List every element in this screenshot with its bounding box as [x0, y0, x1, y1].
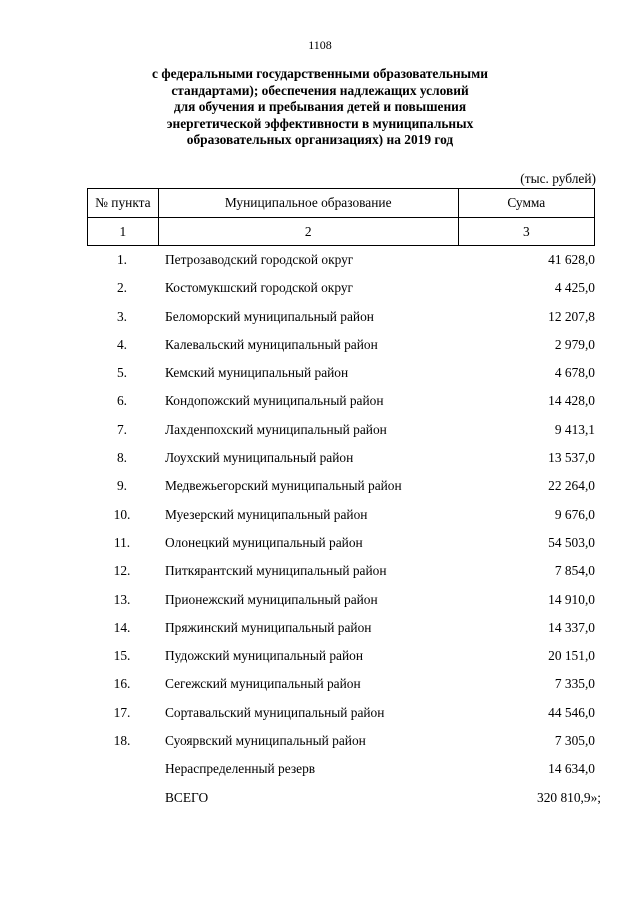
row-municipality: Прионежский муниципальный район	[165, 591, 378, 607]
heading-line: для обучения и пребывания детей и повышения	[173, 99, 467, 115]
row-municipality: Лоухский муниципальный район	[165, 450, 354, 466]
header-municipality: Муниципальное образование	[158, 189, 458, 218]
row-number: 15.	[113, 648, 131, 664]
heading-line: стандартами); обеспечения надлежащих условий	[171, 82, 469, 98]
row-sum: 7 335,0	[554, 676, 595, 692]
heading-line: образовательных организациях) на 2019 год	[186, 132, 454, 148]
row-municipality: Пудожский муниципальный район	[165, 648, 364, 664]
row-number: 11.	[113, 534, 131, 550]
header-sum: Сумма	[458, 189, 594, 218]
row-number: 14.	[113, 619, 131, 635]
table-body	[87, 246, 601, 812]
row-municipality: Кемский муниципальный район	[165, 365, 349, 381]
row-municipality: Петрозаводский городской округ	[165, 252, 354, 267]
table-row	[87, 501, 595, 529]
row-sum: 14 337,0	[548, 619, 595, 635]
total-sum: 320 810,9»;	[537, 789, 601, 805]
row-number: 9.	[116, 478, 128, 494]
table-row	[87, 246, 595, 274]
heading-line: энергетической эффективности в муниципальных	[166, 115, 474, 131]
total-label: ВСЕГО	[165, 789, 209, 805]
row-sum: 14 428,0	[548, 393, 595, 409]
row-sum: 2 979,0	[554, 336, 595, 352]
row-municipality: Суоярвский муниципальный район	[165, 733, 366, 749]
table-row	[87, 529, 595, 557]
row-sum: 9 676,0	[554, 506, 595, 522]
row-municipality: Медвежьегорский муниципальный район	[165, 478, 402, 494]
table-header	[87, 188, 595, 246]
row-sum: 13 537,0	[548, 450, 595, 466]
column-number-3: 3	[458, 218, 594, 246]
table-row	[87, 586, 595, 614]
row-number: 8.	[116, 450, 128, 466]
row-municipality: Беломорский муниципальный район	[165, 308, 374, 324]
row-sum: 7 854,0	[554, 563, 595, 579]
row-number: 17.	[113, 704, 131, 720]
row-sum: 41 628,0	[548, 252, 595, 267]
row-number: 2.	[116, 280, 128, 296]
table-row	[87, 642, 595, 670]
row-sum: 54 503,0	[548, 534, 595, 550]
row-municipality: Кондопожский муниципальный район	[165, 393, 384, 409]
reserve-label: Нераспределенный резерв	[165, 761, 316, 777]
table-row	[87, 274, 595, 302]
row-sum: 7 305,0	[554, 733, 595, 749]
reserve-row	[87, 755, 595, 783]
table-row	[87, 557, 595, 585]
row-municipality: Питкярантский муниципальный район	[165, 563, 387, 579]
table-row	[87, 614, 595, 642]
row-number: 4.	[116, 336, 128, 352]
table-row	[87, 303, 595, 331]
row-municipality: Сортавальский муниципальный район	[165, 704, 385, 720]
row-number: 18.	[113, 733, 131, 749]
column-number-1: 1	[88, 218, 159, 246]
document-heading	[60, 66, 580, 149]
units-label: (тыс. рублей)	[520, 171, 596, 186]
row-municipality: Калевальский муниципальный район	[165, 336, 378, 352]
reserve-sum: 14 634,0	[548, 761, 595, 777]
row-number: 3.	[116, 308, 128, 324]
row-municipality: Олонецкий муниципальный район	[165, 534, 363, 550]
row-number: 12.	[113, 563, 131, 579]
table-row	[87, 387, 595, 415]
total-row	[87, 784, 601, 812]
row-sum: 44 546,0	[548, 704, 595, 720]
row-municipality: Костомукшский городской округ	[165, 280, 354, 296]
row-sum: 9 413,1	[554, 421, 595, 437]
row-municipality: Сегежский муниципальный район	[165, 676, 361, 692]
row-sum: 12 207,8	[548, 308, 595, 324]
table-row	[87, 670, 595, 698]
table-row	[87, 359, 595, 387]
row-number: 5.	[116, 365, 128, 381]
table-row	[87, 416, 595, 444]
column-number-2: 2	[158, 218, 458, 246]
row-municipality: Пряжинский муниципальный район	[165, 619, 372, 635]
row-number: 6.	[116, 393, 128, 409]
header-item-number: № пункта	[88, 189, 159, 218]
table-row	[87, 331, 595, 359]
heading-line: с федеральными государственными образовательными	[152, 66, 488, 81]
row-sum: 14 910,0	[548, 591, 595, 607]
table-row	[87, 727, 595, 755]
table-row	[87, 444, 595, 472]
row-number: 10.	[113, 506, 131, 522]
row-sum: 22 264,0	[548, 478, 595, 494]
row-sum: 4 425,0	[554, 280, 595, 296]
row-municipality: Лахденпохский муниципальный район	[165, 421, 387, 437]
row-number: 16.	[113, 676, 131, 692]
table-row	[87, 472, 595, 500]
table-row	[87, 699, 595, 727]
row-municipality: Муезерский муниципальный район	[165, 506, 368, 522]
row-number: 7.	[116, 421, 128, 437]
row-sum: 4 678,0	[554, 365, 595, 381]
row-sum: 20 151,0	[548, 648, 595, 664]
row-number: 13.	[113, 591, 131, 607]
row-number: 1.	[116, 252, 128, 267]
page-number: 1108	[308, 38, 332, 52]
